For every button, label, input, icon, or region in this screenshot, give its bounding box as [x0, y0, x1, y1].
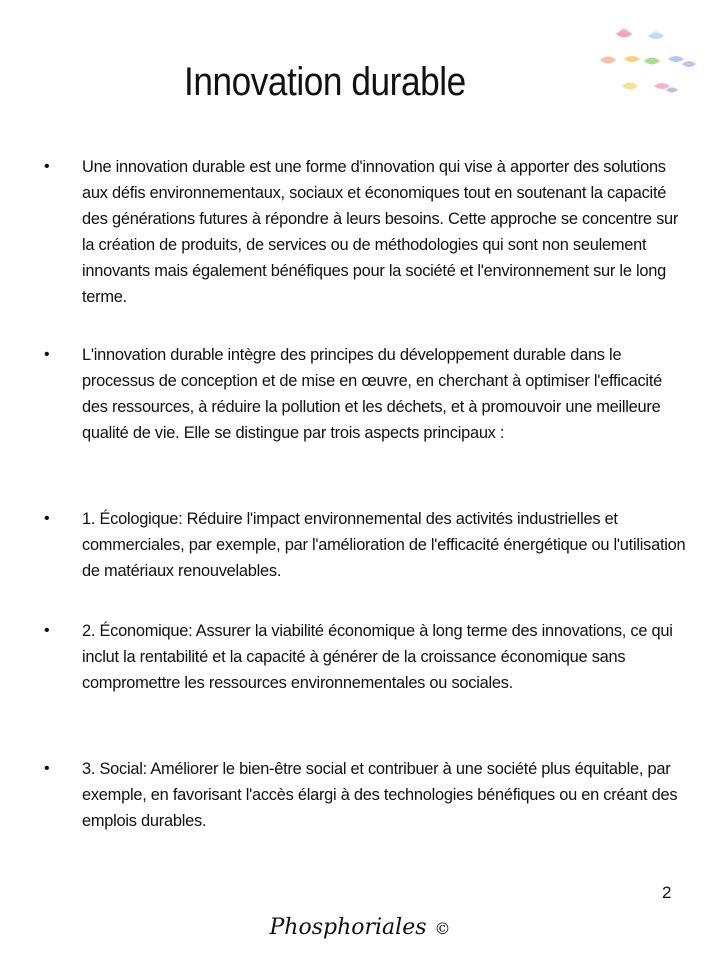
- bullet-text: Une innovation durable est une forme d'innovation qui vise à apporter des solutions aux défis environnementaux, sociaux et économiques tout en soutenant la capacité des générations futures à répondre à leurs besoins. Cette approche se concentre sur la création de produits, de services ou de méthodologies qui sont non seulement innovants mais également bénéfiques pour la société et l'environnement sur le long terme.: [82, 158, 679, 306]
- bullet-text: 2. Économique: Assurer la viabilité économique à long terme des innovations, ce qui inclut la rentabilité et la capacité à générer de la croissance économique sans compromettre les ressources environnementales ou sociales.: [82, 622, 673, 692]
- copyright-symbol: ©: [434, 919, 451, 938]
- bullet-marker: •: [44, 346, 50, 363]
- footer-brand: Phosphoriales: [269, 915, 427, 940]
- bullet-text: 1. Écologique: Réduire l'impact environnemental des activités industrielles et commerciales, par exemple, par l'amélioration de l'efficacité énergétique ou l'utilisation de matériaux renouvelables.: [82, 510, 686, 580]
- bullet-marker: •: [44, 510, 50, 527]
- slide-title: Innovation durable: [184, 60, 466, 104]
- bullet-marker: •: [44, 622, 50, 639]
- footer: [0, 910, 720, 947]
- bullet-marker: •: [44, 760, 50, 777]
- page-number: 2: [662, 883, 672, 902]
- bullet-text: L'innovation durable intègre des principes du développement durable dans le processus de conception et de mise en œuvre, en cherchant à optimiser l'efficacité des ressources, à réduire la pollution et les déchets, et à promouvoir une meilleure qualité de vie. Elle se distingue par trois aspects principaux :: [82, 346, 662, 442]
- colorful-butterflies-icon: [596, 24, 702, 102]
- bullet-text: 3. Social: Améliorer le bien-être social et contribuer à une société plus équitable, par exemple, en favorisant l'accès élargi à des technologies bénéfiques ou en créant des emplois durables.: [82, 760, 678, 830]
- bullet-marker: •: [44, 158, 50, 175]
